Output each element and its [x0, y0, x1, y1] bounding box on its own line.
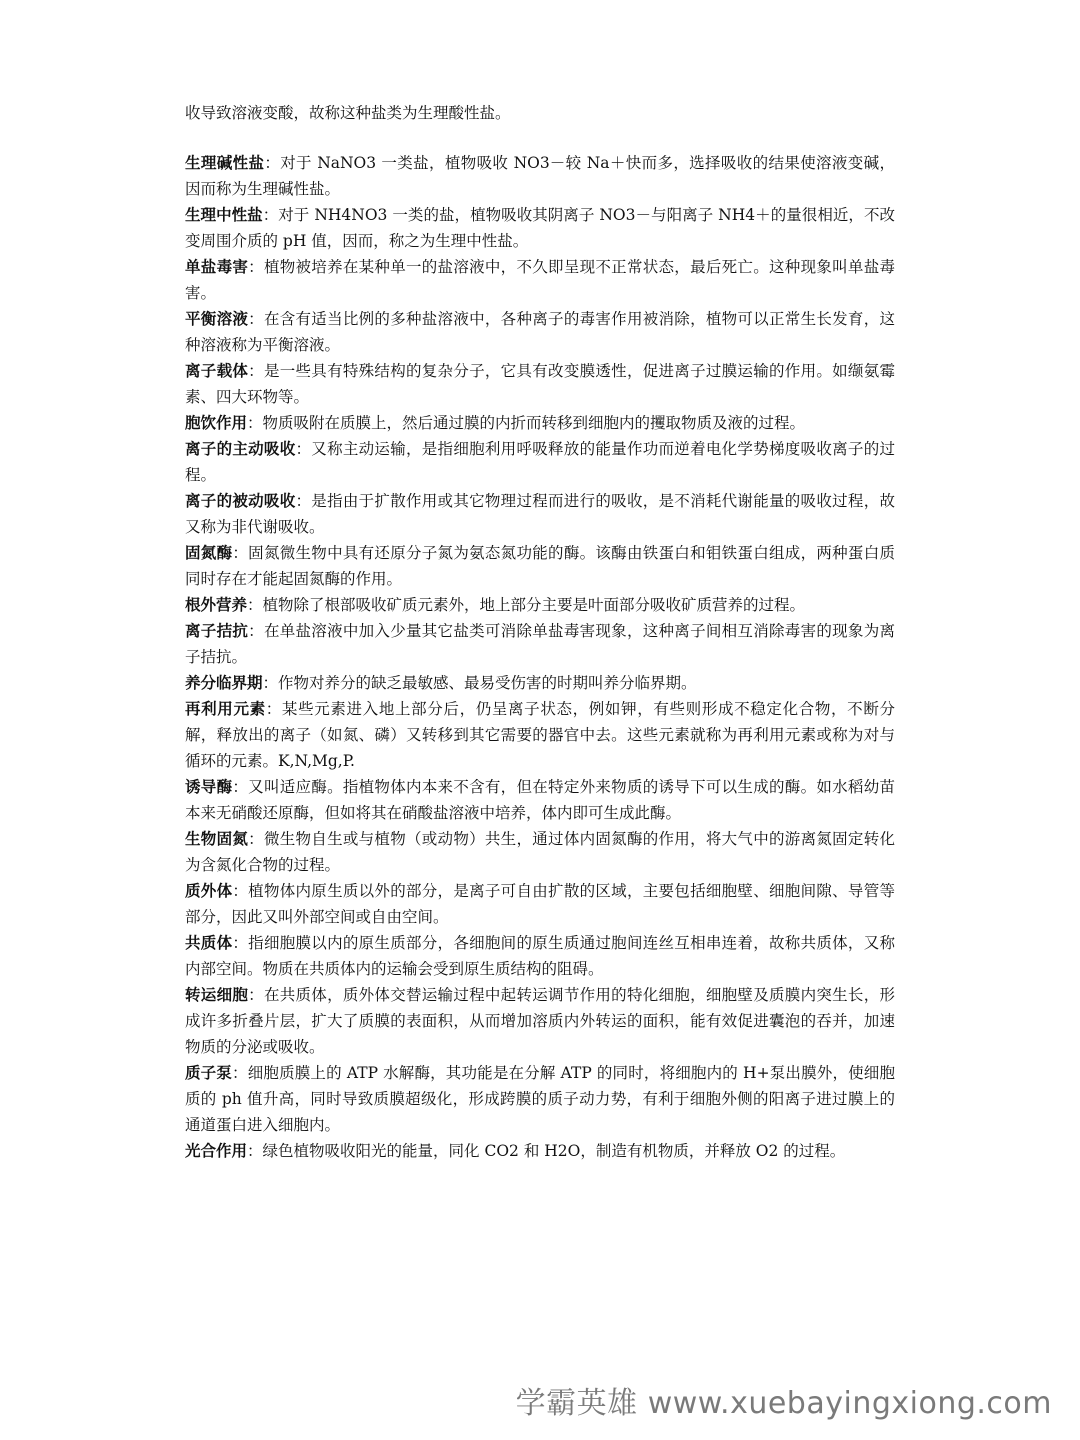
entry-term: 光合作用 [185, 1142, 248, 1160]
intro-paragraph: 收导致溶液变酸，故称这种盐类为生理酸性盐。 [185, 104, 511, 122]
entry-separator: ： [232, 544, 249, 562]
entry-term: 单盐毒害 [185, 258, 249, 276]
entry-definition: 细胞质膜上的 ATP 水解酶，其功能是在分解 ATP 的同时，将细胞内的 H+泵出膜外，使细胞质的 ph 值升高，同时导致质膜超级化，形成跨膜的质子动力势，有利于细胞外侧的阳离子进过膜上的通道蛋白进入细胞内。 [185, 1064, 895, 1134]
entry-definition: 又称主动运输，是指细胞利用呼吸释放的能量作功而逆着电化学势梯度吸收离子的过程。 [185, 440, 895, 484]
entry-term: 质子泵 [185, 1064, 233, 1082]
entry-separator: ： [264, 154, 281, 172]
glossary-list [185, 150, 895, 1164]
entry-separator: ： [232, 934, 249, 952]
entry-term: 共质体 [185, 934, 233, 952]
glossary-entry [185, 826, 895, 878]
entry-separator: ： [247, 596, 263, 614]
entry-separator: ： [232, 778, 249, 796]
entry-term: 质外体 [185, 882, 233, 900]
entry-term: 养分临界期 [185, 674, 263, 692]
entry-separator: ： [248, 986, 264, 1004]
entry-term: 离子的主动吸收 [185, 440, 296, 458]
entry-term: 生理碱性盐 [185, 154, 265, 172]
entry-term: 胞饮作用 [185, 414, 248, 432]
entry-definition: 在单盐溶液中加入少量其它盐类可消除单盐毒害现象，这种离子间相互消除毒害的现象为离子拮抗。 [185, 622, 895, 666]
entry-separator: ： [248, 362, 264, 380]
entry-definition: 是一些具有特殊结构的复杂分子，它具有改变膜透性，促进离子过膜运输的作用。如缬氨霉素、四大环物等。 [185, 362, 895, 406]
entry-separator: ： [232, 1064, 248, 1082]
entry-separator: ： [248, 830, 264, 848]
entry-definition: 作物对养分的缺乏最敏感、最易受伤害的时期叫养分临界期。 [278, 674, 697, 692]
entry-term: 平衡溶液 [185, 310, 249, 328]
entry-term: 离子拮抗 [185, 622, 249, 640]
entry-separator: ： [248, 310, 264, 328]
entry-definition: 对于 NH4NO3 一类的盐，植物吸收其阴离子 NO3－与阳离子 NH4＋的量很相近，不改变周围介质的 pH 值，因而，称之为生理中性盐。 [185, 206, 895, 250]
entry-term: 离子载体 [185, 362, 249, 380]
entry-definition: 在含有适当比例的多种盐溶液中，各种离子的毒害作用被消除，植物可以正常生长发育，这种溶液称为平衡溶液。 [185, 310, 895, 354]
entry-separator: ： [248, 258, 264, 276]
glossary-entry [185, 358, 895, 410]
entry-separator: ： [262, 206, 279, 224]
glossary-entry [185, 696, 895, 774]
glossary-entry [185, 878, 895, 930]
entry-separator: ： [295, 440, 312, 458]
entry-definition: 某些元素进入地上部分后，仍呈离子状态，例如钾，有些则形成不稳定化合物，不断分解，释放出的离子（如氮、磷）又转移到其它需要的器官中去。这些元素就称为再利用元素或称为对与循环的元素。K,N,Mg,P. [185, 700, 895, 770]
entry-term: 根外营养 [185, 596, 248, 614]
entry-separator: ： [295, 492, 312, 510]
entry-definition: 对于 NaNO3 一类盐，植物吸收 NO3－较 Na＋快而多，选择吸收的结果使溶液变碱，因而称为生理碱性盐。 [185, 154, 895, 198]
glossary-entry [185, 982, 895, 1060]
entry-term: 转运细胞 [185, 986, 249, 1004]
entry-definition: 在共质体，质外体交替运输过程中起转运调节作用的特化细胞，细胞壁及质膜内突生长，形成许多折叠片层，扩大了质膜的表面积，从而增加溶质内外转运的面积，能有效促进囊泡的吞并，加速物质的分泌或吸收。 [185, 986, 895, 1056]
glossary-entry [185, 436, 895, 488]
glossary-entry [185, 1060, 895, 1138]
glossary-entry [185, 670, 895, 696]
entry-separator: ： [247, 1142, 263, 1160]
entry-term: 固氮酶 [185, 544, 233, 562]
glossary-entry [185, 410, 895, 436]
entry-definition: 又叫适应酶。指植物体内本来不含有，但在特定外来物质的诱导下可以生成的酶。如水稻幼苗本来无硝酸还原酶，但如将其在硝酸盐溶液中培养，体内即可生成此酶。 [185, 778, 895, 822]
glossary-entry [185, 930, 895, 982]
entry-definition: 植物被培养在某种单一的盐溶液中，不久即呈现不正常状态，最后死亡。这种现象叫单盐毒害。 [185, 258, 895, 302]
entry-separator: ： [247, 414, 263, 432]
entry-term: 再利用元素 [185, 700, 266, 718]
entry-term: 生理中性盐 [185, 206, 263, 224]
entry-definition: 物质吸附在质膜上，然后通过膜的内折而转移到细胞内的攫取物质及液的过程。 [262, 414, 806, 432]
glossary-entry [185, 488, 895, 540]
entry-definition: 植物除了根部吸收矿质元素外，地上部分主要是叶面部分吸收矿质营养的过程。 [262, 596, 806, 614]
entry-term: 生物固氮 [185, 830, 249, 848]
entry-separator: ： [232, 882, 249, 900]
entry-term: 离子的被动吸收 [185, 492, 296, 510]
entry-definition: 是指由于扩散作用或其它物理过程而进行的吸收，是不消耗代谢能量的吸收过程，故又称为非代谢吸收。 [185, 492, 895, 536]
glossary-entry [185, 618, 895, 670]
glossary-entry [185, 1138, 895, 1164]
entry-definition: 绿色植物吸收阳光的能量，同化 CO2 和 H2O，制造有机物质，并释放 O2 的过程。 [262, 1142, 846, 1160]
entry-definition: 指细胞膜以内的原生质部分，各细胞间的原生质通过胞间连丝互相串连着，故称共质体，又称内部空间。物质在共质体内的运输会受到原生质结构的阻碍。 [185, 934, 895, 978]
entry-separator: ： [248, 622, 264, 640]
glossary-entry [185, 254, 895, 306]
document-page [185, 100, 895, 1164]
glossary-entry [185, 202, 895, 254]
entry-separator: ： [262, 674, 279, 692]
glossary-entry [185, 540, 895, 592]
glossary-entry [185, 774, 895, 826]
entry-definition: 植物体内原生质以外的部分，是离子可自由扩散的区域，主要包括细胞壁、细胞间隙、导管等部分，因此又叫外部空间或自由空间。 [185, 882, 895, 926]
entry-definition: 微生物自生或与植物（或动物）共生，通过体内固氮酶的作用，将大气中的游离氮固定转化为含氮化合物的过程。 [185, 830, 895, 874]
glossary-entry [185, 306, 895, 358]
entry-term: 诱导酶 [185, 778, 233, 796]
entry-definition: 固氮微生物中具有还原分子氮为氨态氮功能的酶。该酶由铁蛋白和钼铁蛋白组成，两种蛋白质同时存在才能起固氮酶的作用。 [185, 544, 895, 588]
entry-separator: ： [265, 700, 282, 718]
glossary-entry [185, 150, 895, 202]
glossary-entry [185, 592, 895, 618]
watermark: 学霸英雄 www.xuebayingxiong.com [515, 1386, 1052, 1421]
